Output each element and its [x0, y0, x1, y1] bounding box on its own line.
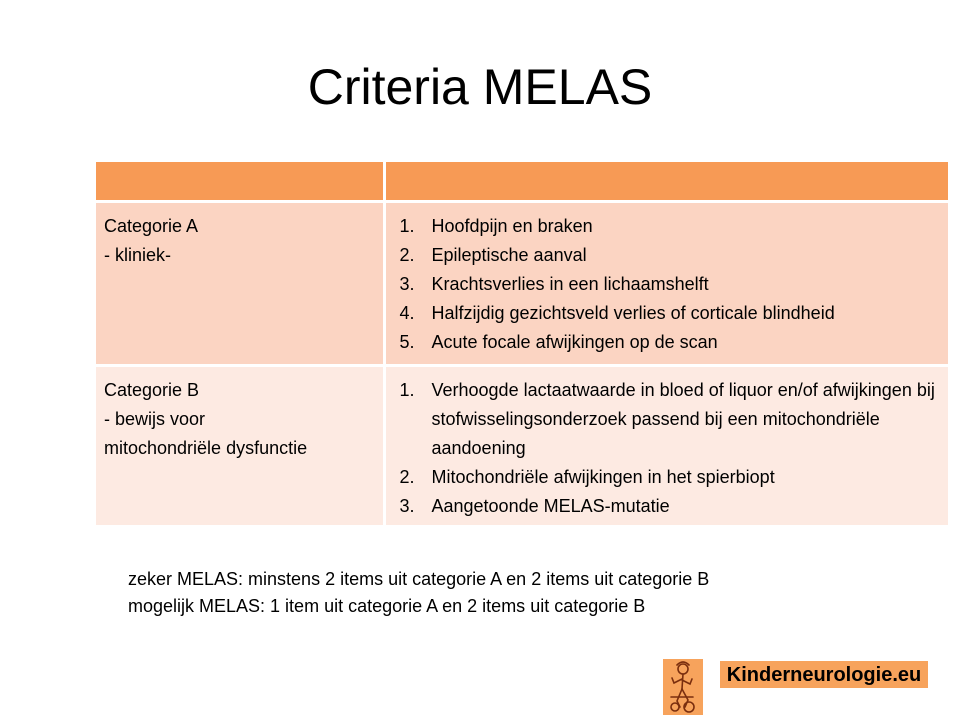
list-number: 5.	[399, 332, 415, 352]
category-subtitle-line2: mitochondriële dysfunctie	[104, 438, 308, 458]
list-item	[394, 241, 941, 270]
list-item	[394, 376, 941, 463]
list-text: Acute focale afwijkingen op de scan	[431, 332, 718, 352]
logo-text: Kinderneurologie.eu	[720, 661, 928, 688]
list-text: Krachtsverlies in een lichaamshelft	[431, 274, 709, 294]
criteria-list	[394, 212, 941, 357]
child-figure-icon	[663, 659, 703, 715]
list-number: 1.	[399, 216, 415, 236]
list-item	[394, 270, 941, 299]
criteria-table	[96, 162, 948, 525]
items-cell	[384, 366, 948, 526]
items-cell	[384, 202, 948, 366]
list-number: 3.	[399, 496, 415, 516]
category-cell	[96, 366, 384, 526]
list-text: Verhoogde lactaatwaarde in bloed of liquor en/of afwijkingen bij stofwisselingsonderzoek passend bij een mitochondriële aandoening	[431, 380, 935, 458]
category-title: Categorie B	[104, 380, 200, 400]
list-text: Mitochondriële afwijkingen in het spierbiopt	[431, 467, 775, 487]
page-title: Criteria MELAS	[307, 59, 653, 115]
header-cell-category	[96, 162, 384, 202]
list-text: Hoofdpijn en braken	[431, 216, 593, 236]
list-item	[394, 463, 941, 492]
category-subtitle: - kliniek-	[104, 245, 172, 265]
list-number: 3.	[399, 274, 415, 294]
list-item	[394, 492, 941, 521]
list-item	[394, 328, 941, 357]
list-item	[394, 299, 941, 328]
list-text: Halfzijdig gezichtsveld verlies of corticale blindheid	[431, 303, 835, 323]
diagnosis-note	[128, 566, 709, 620]
list-text: Epileptische aanval	[431, 245, 587, 265]
list-number: 4.	[399, 303, 415, 323]
list-number: 2.	[399, 467, 415, 487]
header-cell-items	[384, 162, 948, 202]
list-number: 1.	[399, 380, 415, 400]
list-text: Aangetoonde MELAS-mutatie	[431, 496, 670, 516]
table-header-row	[96, 162, 948, 202]
list-item	[394, 212, 941, 241]
diagnosis-possible: mogelijk MELAS: 1 item uit categorie A en 2 items uit categorie B	[128, 596, 646, 616]
list-number: 2.	[399, 245, 415, 265]
category-title: Categorie A	[104, 216, 199, 236]
diagnosis-definite: zeker MELAS: minstens 2 items uit categorie A en 2 items uit categorie B	[128, 569, 710, 589]
category-subtitle: - bewijs voor	[104, 409, 206, 429]
table-row	[96, 366, 948, 526]
criteria-list	[394, 376, 941, 521]
table-row	[96, 202, 948, 366]
category-cell	[96, 202, 384, 366]
